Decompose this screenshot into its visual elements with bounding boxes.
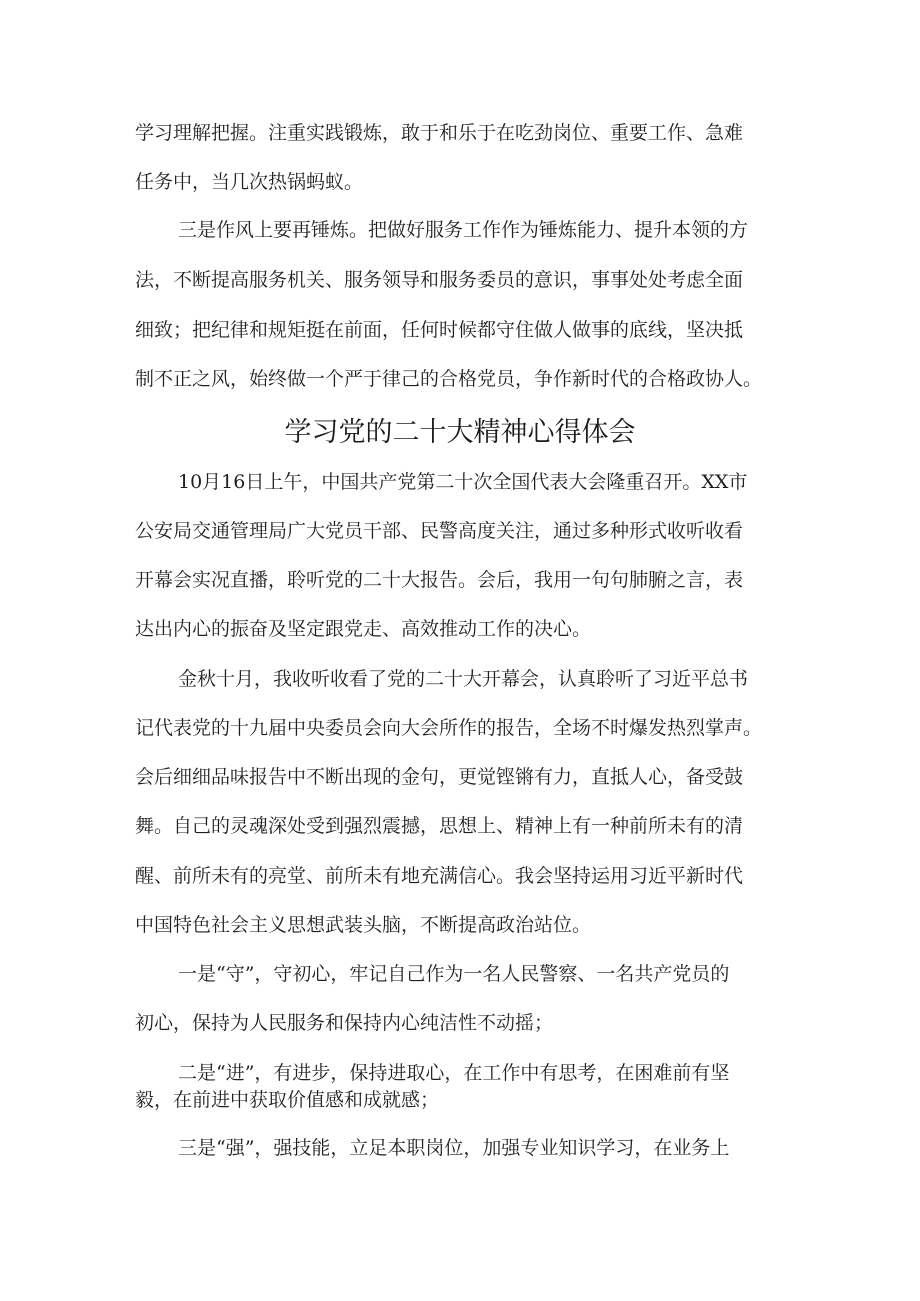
paragraph-line: 二是“进”，有进步，保持进取心，在工作中有思考，在困难前有坚 — [178, 1062, 730, 1084]
paragraph-line: 法，不断提高服务机关、服务领导和服务委员的意识，事事处处考虑全面 — [135, 269, 744, 291]
paragraph-line: 毅，在前进中获取价值感和成就感； — [135, 1089, 440, 1111]
paragraph-line: 三是作风上要再锤炼。把做好服务工作作为锤炼能力、提升本领的方 — [178, 219, 749, 241]
paragraph-line: 任务中，当几次热锅蚂蚁。 — [135, 171, 364, 193]
paragraph-line: 记代表党的十九届中央委员会向大会所作的报告，全场不时爆发热烈掌声。 — [135, 717, 763, 739]
paragraph-line: 制不正之风，始终做一个严于律己的合格党员，争作新时代的合格政协人。 — [135, 368, 763, 390]
paragraph-line: 一是“守”，守初心，牢记自己作为一名人民警察、一名共产党员的 — [178, 963, 730, 985]
paragraph-line: 醒、前所未有的亮堂、前所未有地充满信心。我会坚持运用习近平新时代 — [135, 865, 744, 887]
paragraph-line: 中国特色社会主义思想武装头脑，不断提高政治站位。 — [135, 914, 592, 936]
paragraph-line: 舞。自己的灵魂深处受到强烈震撼，思想上、精神上有一种前所未有的清 — [135, 815, 744, 837]
paragraph-line: 初心，保持为人民服务和保持内心纯洁性不动摇； — [135, 1012, 554, 1034]
paragraph-line: 细致；把纪律和规矩挺在前面，任何时候都守住做人做事的底线，坚决抵 — [135, 319, 744, 341]
paragraph-line: 开幕会实况直播，聆听党的二十大报告。会后，我用一句句肺腑之言，表 — [135, 569, 744, 591]
paragraph-line: 学习理解把握。注重实践锻炼，敢于和乐于在吃劲岗位、重要工作、急难 — [135, 122, 744, 144]
paragraph-line: 达出内心的振奋及坚定跟党走、高效推动工作的决心。 — [135, 618, 592, 640]
paragraph-line: 公安局交通管理局广大党员干部、民警高度关注，通过多种形式收听收看 — [135, 520, 744, 542]
paragraph-line: 10月16日上午，中国共产党第二十次全国代表大会隆重召开。XX市 — [178, 471, 748, 493]
document-title: 学习党的二十大精神心得体会 — [284, 417, 636, 448]
paragraph-line: 金秋十月，我收听收看了党的二十大开幕会，认真聆听了习近平总书 — [178, 668, 749, 690]
paragraph-line: 三是“强”，强技能，立足本职岗位，加强专业知识学习，在业务上 — [178, 1137, 730, 1159]
paragraph-line: 会后细细品味报告中不断出现的金句，更觉铿锵有力，直抵人心，备受鼓 — [135, 766, 744, 788]
